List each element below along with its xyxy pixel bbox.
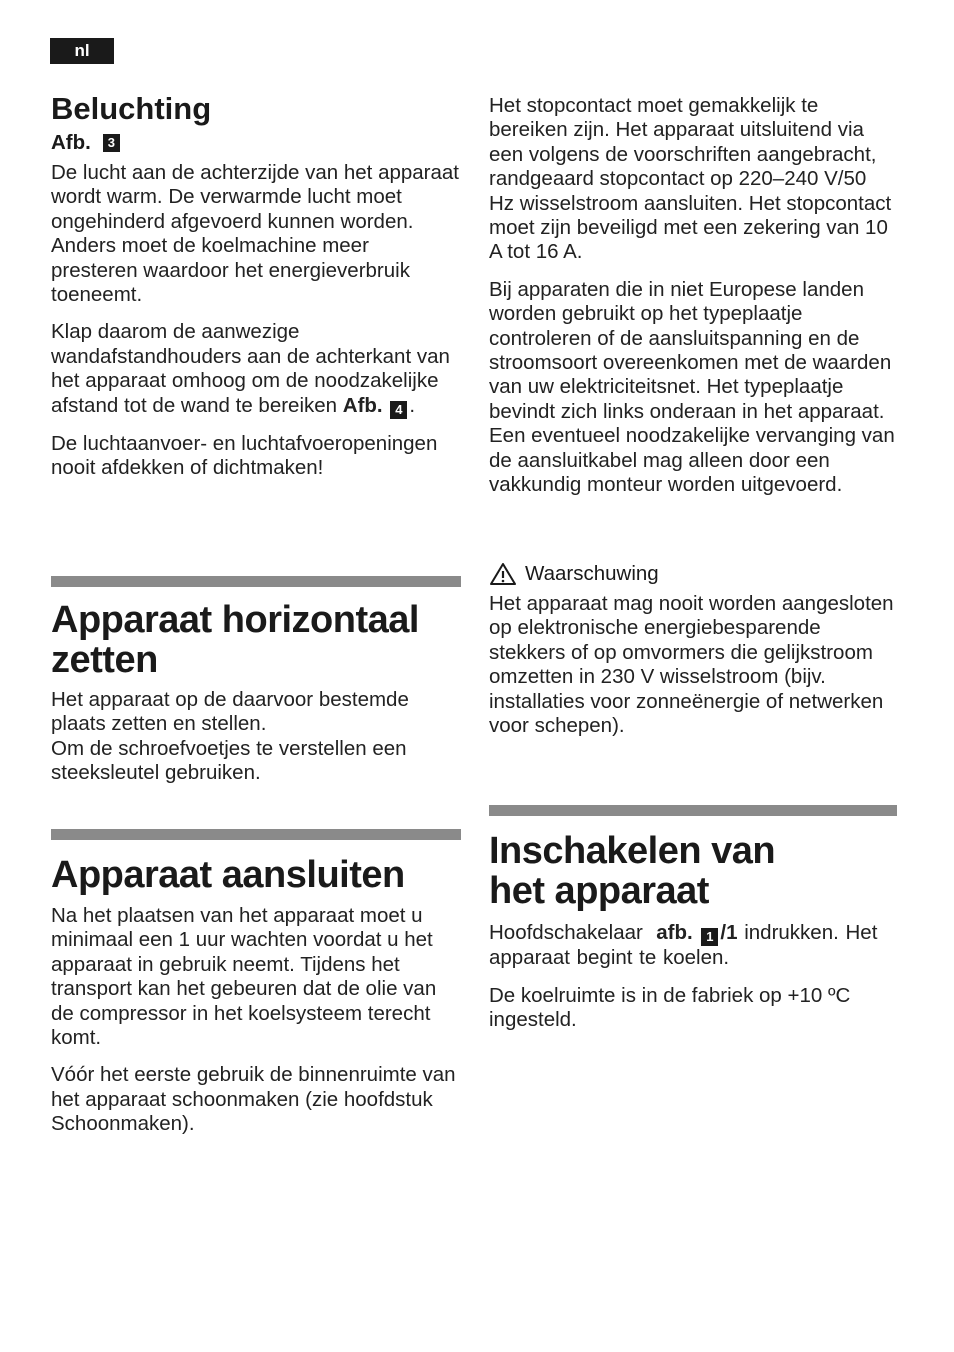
section-rule: [489, 805, 897, 816]
section-title-inschakelen: [489, 831, 897, 911]
paragraph-text: Klap daarom de aanwezige wandafstandhouders aan de achterkant van het apparaat omhoog om de noodzakelijke afstand tot de wand te bereiken: [51, 320, 450, 417]
paragraph: Na het plaatsen van het apparaat moet u minimaal een 1 uur wachten voordat u het apparaat in gebruik neemt. Tijdens het transport kan het gebeuren dat de olie van de compressor in het koelsysteem terecht komt.: [51, 904, 437, 1050]
figure-number-badge: 1: [701, 928, 718, 946]
warning-heading: [489, 562, 897, 586]
section-title-aansluiten: Apparaat aansluiten: [51, 854, 405, 896]
figure-number-badge: 4: [390, 401, 407, 419]
section-inschakelen: [489, 805, 897, 1032]
warning-label: Waarschuwing: [525, 562, 659, 585]
section-title-horizontaal: [51, 600, 461, 680]
section-rule: [51, 576, 461, 587]
figure-label: Afb.: [51, 131, 91, 154]
title-line: Apparaat horizontaal: [51, 599, 419, 641]
title-line: Inschakelen van: [489, 830, 776, 872]
paragraph-line: Om de schroefvoetjes te verstellen een steeksleutel gebruiken.: [51, 736, 407, 785]
paragraph: De lucht aan de achterzijde van het apparaat wordt warm. De verwarmde lucht moet ongehinderd afgevoerd kunnen worden. Anders moet de koelmachine meer presteren waardoor het energieverbruik toeneemt.: [51, 161, 459, 307]
paragraph: De luchtaanvoer- en luchtafvoeropeningen nooit afdekken of dichtmaken!: [51, 431, 438, 480]
paragraph: Bij apparaten die in niet Europese landen worden gebruikt op het typeplaatje controleren of de aansluitspanning en de stroomsoort overeenkomen met de waarden van uw elektriciteitsnet. Het typeplaatje bevindt zich links onderaan in het apparaat. Een eventueel noodzakelijke vervanging van de aansluitkabel mag alleen door een vakkundig monteur worden uitgevoerd.: [489, 277, 895, 497]
paragraph: [51, 320, 461, 418]
paragraph: [51, 688, 461, 786]
warning-triangle-icon: [489, 562, 517, 586]
title-line: zetten: [51, 639, 158, 681]
section-stopcontact: [489, 94, 897, 498]
figure-number-badge: 3: [103, 134, 120, 152]
paragraph-text: indrukken. Het apparaat begint te koelen.: [489, 921, 878, 970]
section-horizontaal: [51, 576, 461, 786]
paragraph-line: Het apparaat op de daarvoor bestemde plaats zetten en stellen.: [51, 688, 409, 736]
paragraph-text: Hoofdschakelaar: [489, 921, 643, 944]
paragraph: Vóór het eerste gebruik de binnenruimte van het apparaat schoonmaken (zie hoofdstuk Schoonmaken).: [51, 1063, 456, 1136]
language-tab: nl: [50, 38, 114, 64]
paragraph: [489, 921, 897, 971]
paragraph: De koelruimte is in de fabriek op +10 ºC ingesteld.: [489, 983, 851, 1032]
punctuation: .: [409, 393, 416, 417]
figure-reference: [51, 131, 461, 155]
figure-label: Afb.: [342, 393, 383, 417]
section-rule: [51, 829, 461, 840]
section-title-beluchting: Beluchting: [51, 91, 212, 126]
title-line: het apparaat: [489, 870, 709, 912]
paragraph: Het stopcontact moet gemakkelijk te bereiken zijn. Het apparaat uitsluitend via een volgens de voorschriften aangebracht, randgeaard stopcontact op 220–240 V/50 Hz wisselstroom aansluiten. Het stopcontact moet zijn beveiligd met een zekering van 10 A tot 16 A.: [489, 94, 892, 264]
section-beluchting: [51, 92, 461, 481]
section-aansluiten: [51, 829, 461, 1137]
figure-label: afb.: [656, 921, 693, 944]
figure-item-ref: /1: [720, 921, 738, 944]
warning-text: Het apparaat mag nooit worden aangesloten op elektronische energiebesparende stekkers of op omvormers die gelijkstroom omzetten in 230 V wisselstroom (bijv. installaties voor zonneënergie of netwerken voor schepen).: [489, 592, 894, 738]
section-warning: [489, 562, 897, 738]
